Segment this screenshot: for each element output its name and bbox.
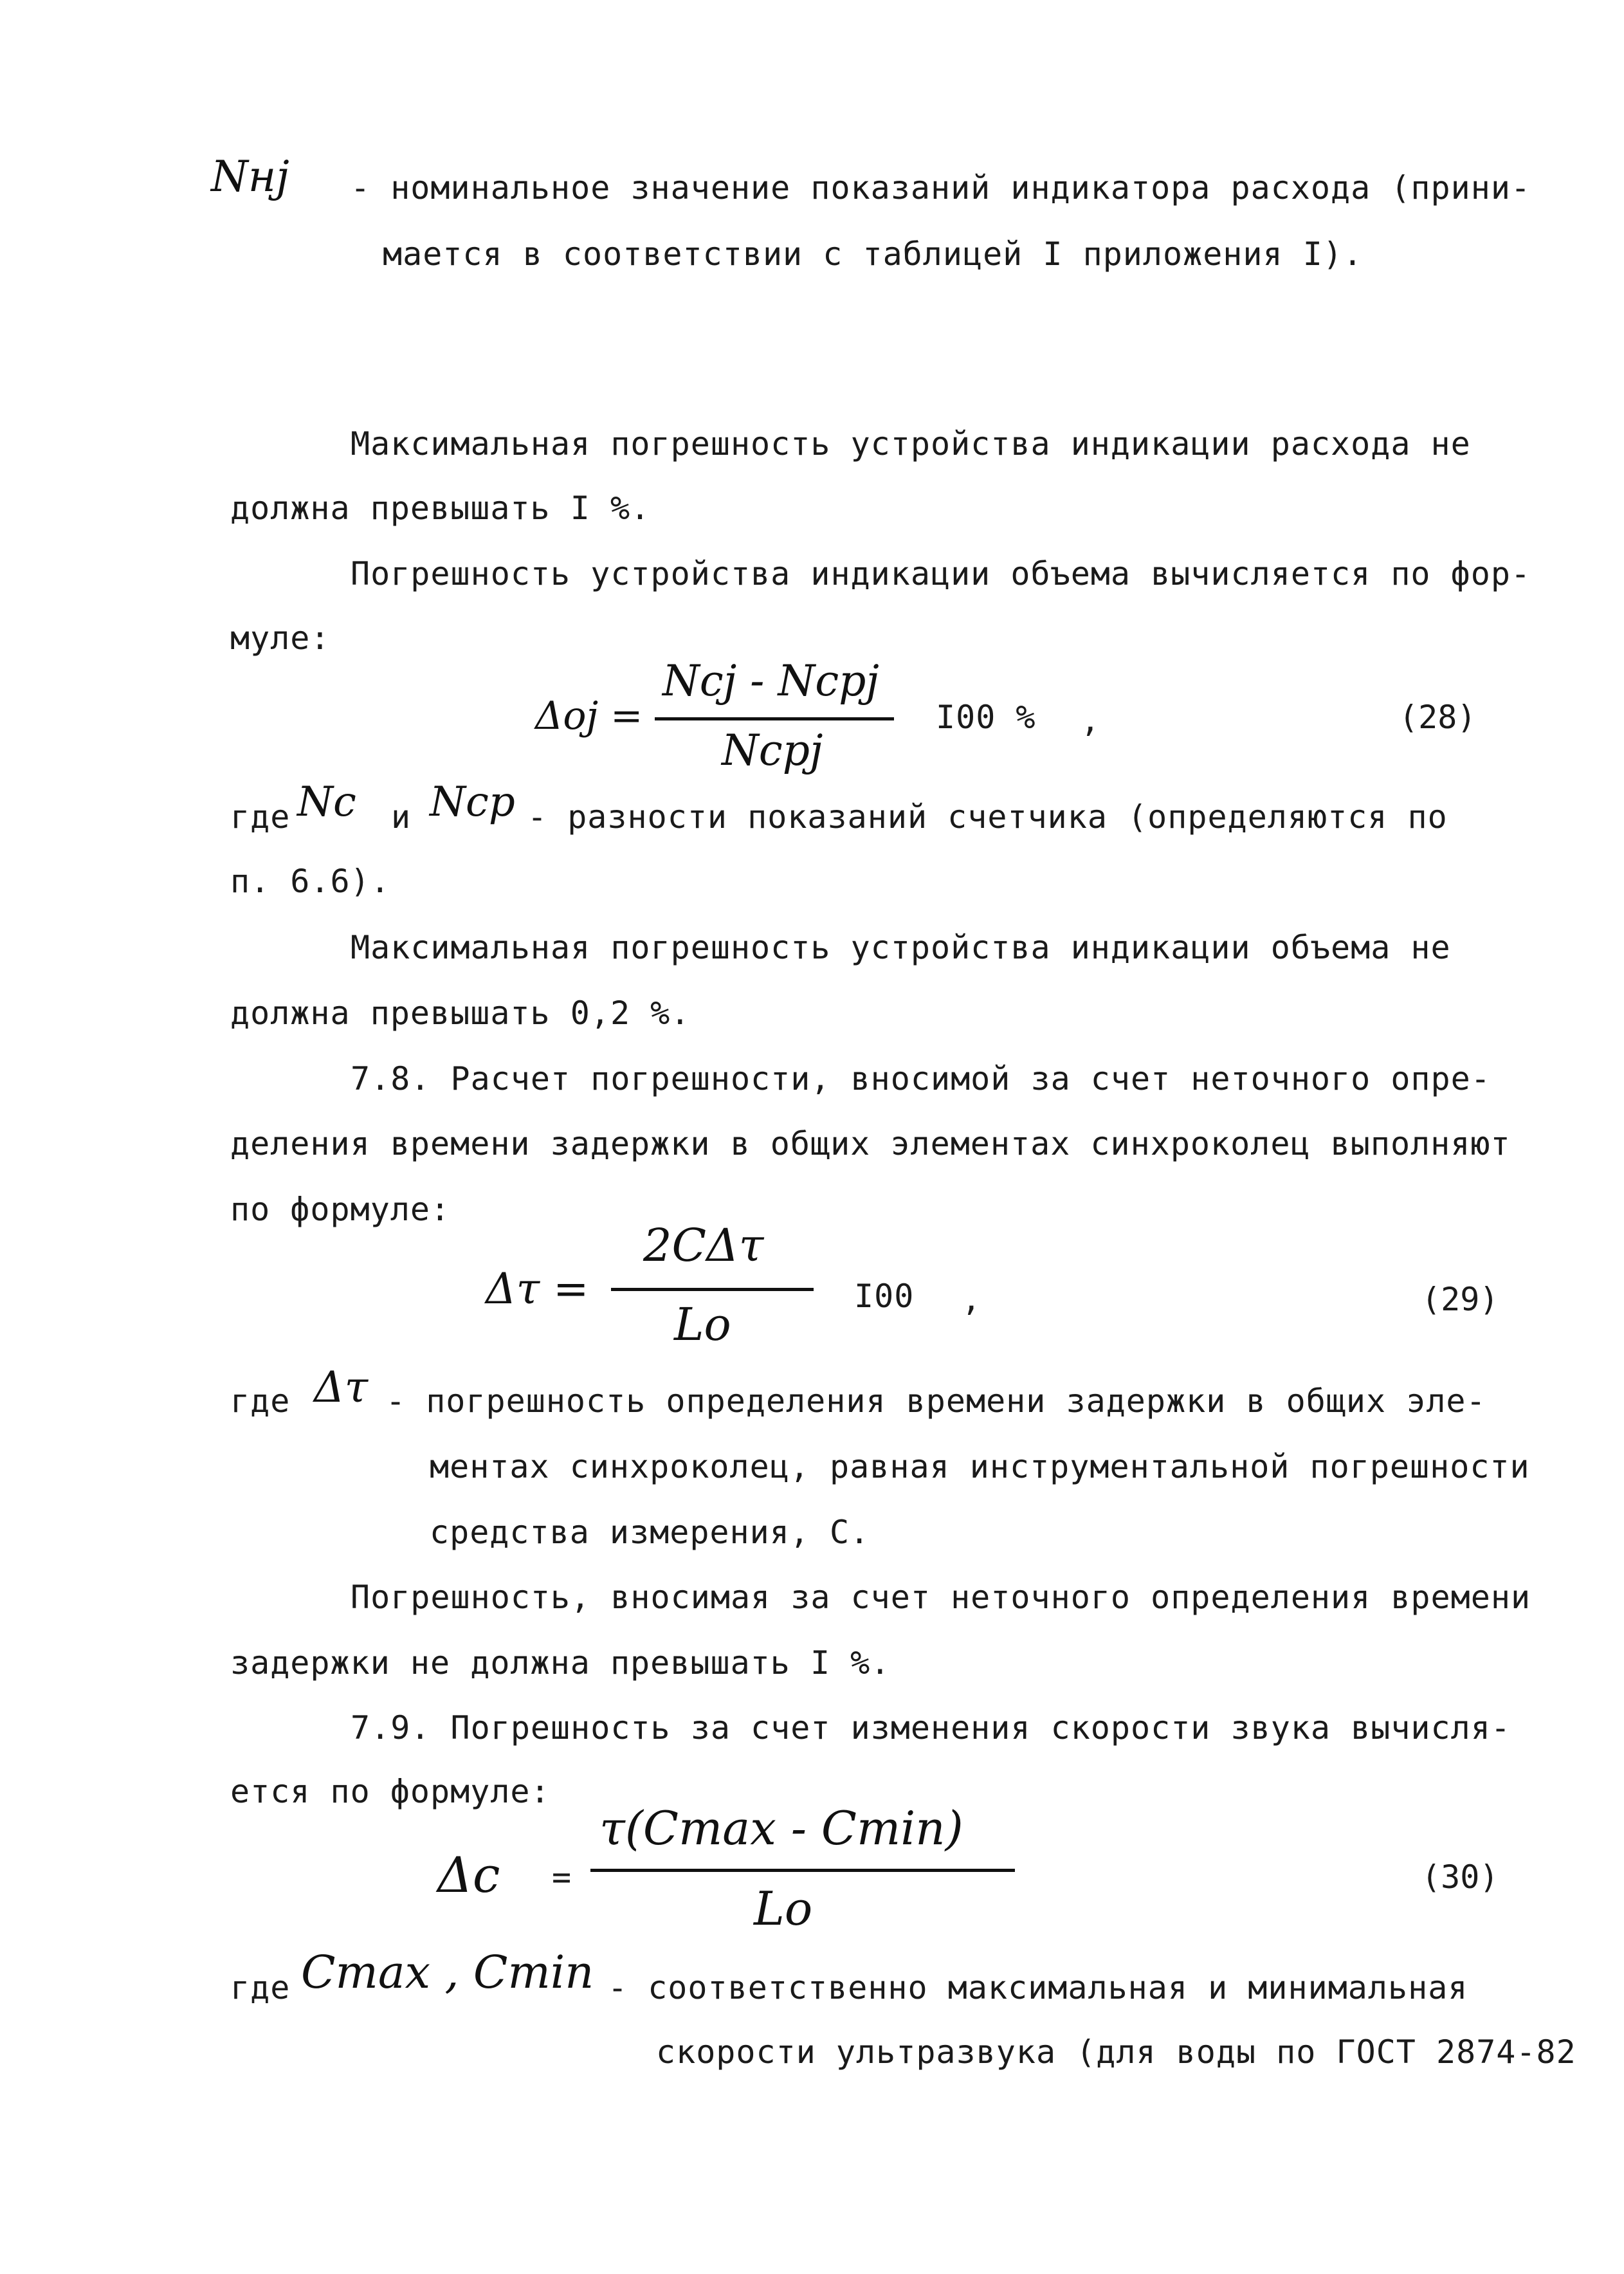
para4-line3: по формуле: — [230, 1191, 451, 1228]
para4-line1: 7.8. Расчет погрешности, вносимой за счет неточного опре- — [351, 1060, 1491, 1097]
formula28-factor: I00 % — [936, 699, 1036, 736]
where29-prefix: где — [230, 1382, 291, 1420]
where29-line2: ментах синхроколец, равная инструментальной погрешности — [430, 1448, 1530, 1485]
formula28-denominator: Ncpj — [722, 726, 823, 775]
formula30-number: (30) — [1421, 1858, 1499, 1896]
formula29-fraction-bar — [611, 1288, 814, 1291]
formula30-numerator: τ(Cmax - Cmin) — [599, 1801, 963, 1855]
para1-line2: должна превышать I %. — [230, 490, 651, 527]
where30-symbols: Cmax , Cmin — [301, 1946, 594, 1999]
formula30-equals: = — [552, 1858, 572, 1896]
formula28-fraction-bar — [655, 717, 894, 720]
para6-line1: 7.9. Погрешность за счет изменения скорости звука вычисля- — [351, 1709, 1511, 1747]
formula30-denominator: Lo — [754, 1882, 813, 1936]
where28-symbol-nc: Nc — [297, 778, 356, 826]
where29-line1: - погрешность определения времени задержки в общих эле- — [386, 1382, 1486, 1420]
formula28-numerator: Ncj - Ncpj — [662, 656, 879, 706]
where28-prefix: где — [230, 798, 291, 836]
where30-prefix: где — [230, 1969, 291, 2006]
where28-line2: п. 6.6). — [230, 863, 390, 900]
para5-line2: задержки не должна превышать I %. — [230, 1644, 891, 1682]
definition-nhj-line1: - номинальное значение показаний индикатора расхода (прини- — [351, 169, 1531, 206]
formula29-numerator: 2CΔτ — [643, 1219, 764, 1272]
formula28-lhs: Δoj = — [535, 693, 643, 738]
where28-and: и — [391, 798, 412, 836]
formula29-number: (29) — [1421, 1281, 1499, 1318]
where29-symbol: Δτ — [314, 1362, 369, 1412]
formula29-lhs: Δτ = — [486, 1264, 589, 1314]
para3-line1: Максимальная погрешность устройства индикации объема не — [351, 929, 1451, 966]
para6-line2: ется по формуле: — [230, 1773, 551, 1810]
definition-nhj-line2: мается в соответствии с таблицей I приложения I). — [383, 235, 1364, 273]
para5-line1: Погрешность, вносимая за счет неточного определения времени — [351, 1579, 1531, 1616]
formula30-fraction-bar — [590, 1869, 1015, 1872]
para4-line2: деления времени задержки в общих элементах синхроколец выполняют — [230, 1125, 1511, 1162]
formula30-lhs: Δc — [437, 1846, 500, 1903]
para1-line1: Максимальная погрешность устройства индикации расхода не — [351, 425, 1471, 463]
symbol-nhj: Nнj — [211, 152, 289, 201]
formula29-factor: I00 — [854, 1278, 915, 1315]
where29-line3: средства измерения, С. — [430, 1514, 870, 1551]
para2-line2: муле: — [230, 619, 331, 657]
formula28-comma: , — [1081, 702, 1101, 739]
where30-line1: - соответственно максимальная и минимальная — [608, 1969, 1468, 2006]
formula28-number: (28) — [1399, 699, 1477, 736]
para2-line1: Погрешность устройства индикации объема вычисляется по фор- — [351, 555, 1531, 592]
formula29-comma: , — [962, 1281, 982, 1318]
para3-line2: должна превышать 0,2 %. — [230, 995, 691, 1032]
where30-line2: скорости ультразвука (для воды по ГОСТ 2874-82 — [656, 2033, 1576, 2071]
formula29-denominator: Lo — [674, 1298, 731, 1351]
where28-line1: - разности показаний счетчика (определяются по — [527, 798, 1448, 836]
where28-symbol-ncp: Ncp — [430, 778, 515, 826]
